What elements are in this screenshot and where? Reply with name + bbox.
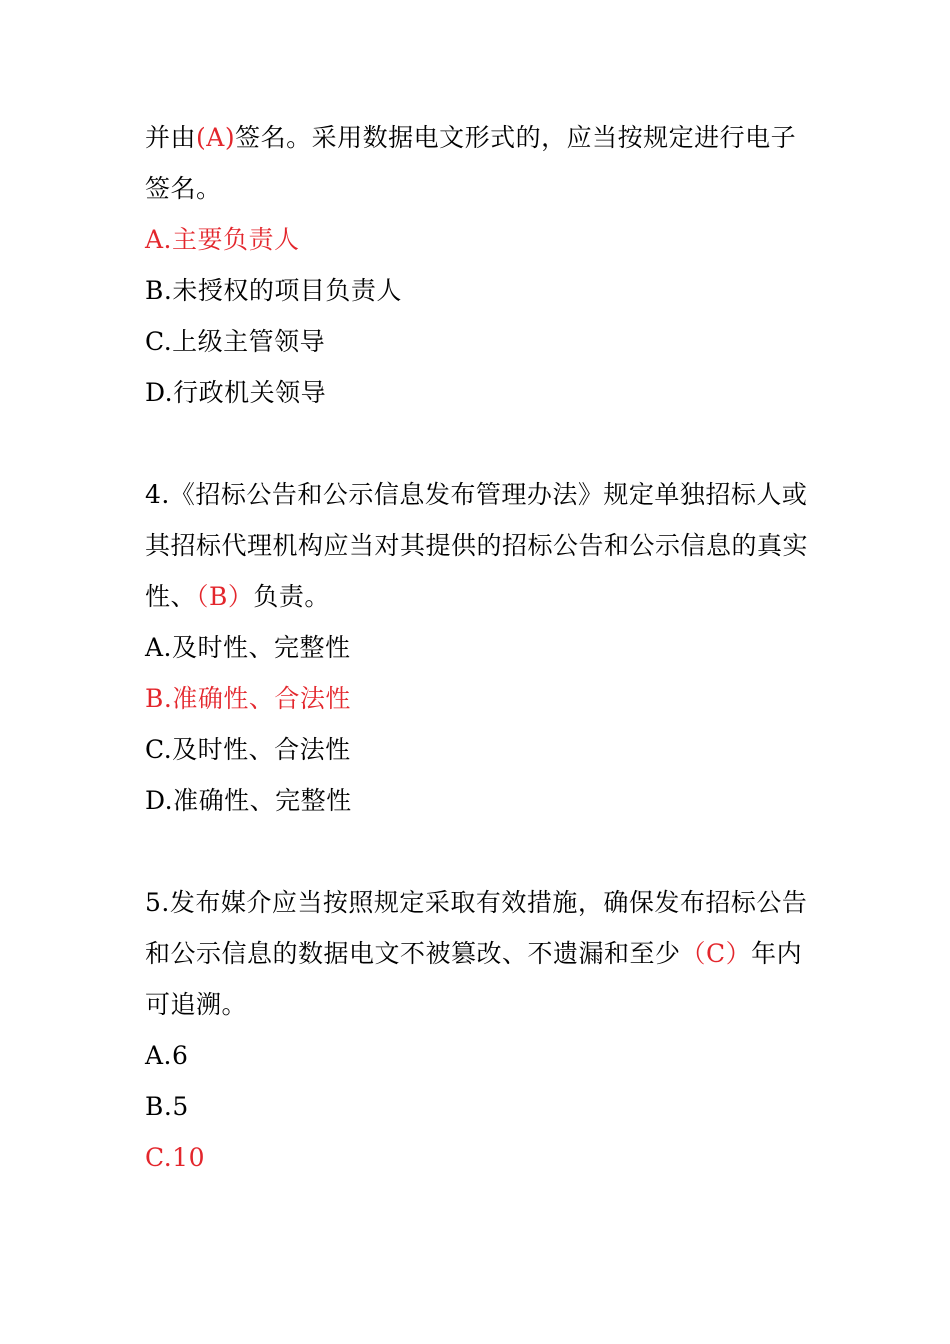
question-3-stem [145,112,815,214]
question-5-option-a: A.6 [145,1041,189,1070]
question-4-option-b: B.准确性、合法性 [145,684,351,713]
question-3-stem-part2: 签名。采用数据电文形式的，应当按规定进行电子签名。 [145,123,797,203]
question-4-option-c: C.及时性、合法性 [145,735,351,764]
question-4-stem-part1: 4.《招标公告和公示信息发布管理办法》规定单独招标人或其招标代理机构应当对其提供的招标公告和公示信息的真实性、 [145,480,809,611]
question-5-stem-part2: 年内可追溯。 [145,939,803,1019]
spacer [145,826,815,877]
question-3-option-b: B.未授权的项目负责人 [145,276,402,305]
document-page [145,112,815,1183]
question-5-answer-mark: （C） [680,939,752,968]
question-4-answer-mark: （B） [196,582,254,611]
question-5-option-b: B.5 [145,1092,189,1121]
question-4-option-a: A.及时性、完整性 [145,633,351,662]
question-4-stem [145,469,815,622]
question-3-option-a: A.主要负责人 [145,225,300,254]
question-4-option-d: D.准确性、完整性 [145,786,352,815]
question-3-answer-mark: (A) [196,123,236,152]
question-5-stem [145,877,815,1030]
question-5-stem-part1: 5.发布媒介应当按照规定采取有效措施，确保发布招标公告和公示信息的数据电文不被篡改、不遗漏和至少 [145,888,808,968]
question-3-option-d: D.行政机关领导 [145,378,327,407]
question-3-option-c: C.上级主管领导 [145,327,326,356]
question-5-option-c: C.10 [145,1143,205,1172]
spacer [145,418,815,469]
question-3-stem-part1: 并由 [145,123,197,152]
question-4-stem-part2: 负责。 [253,582,330,611]
